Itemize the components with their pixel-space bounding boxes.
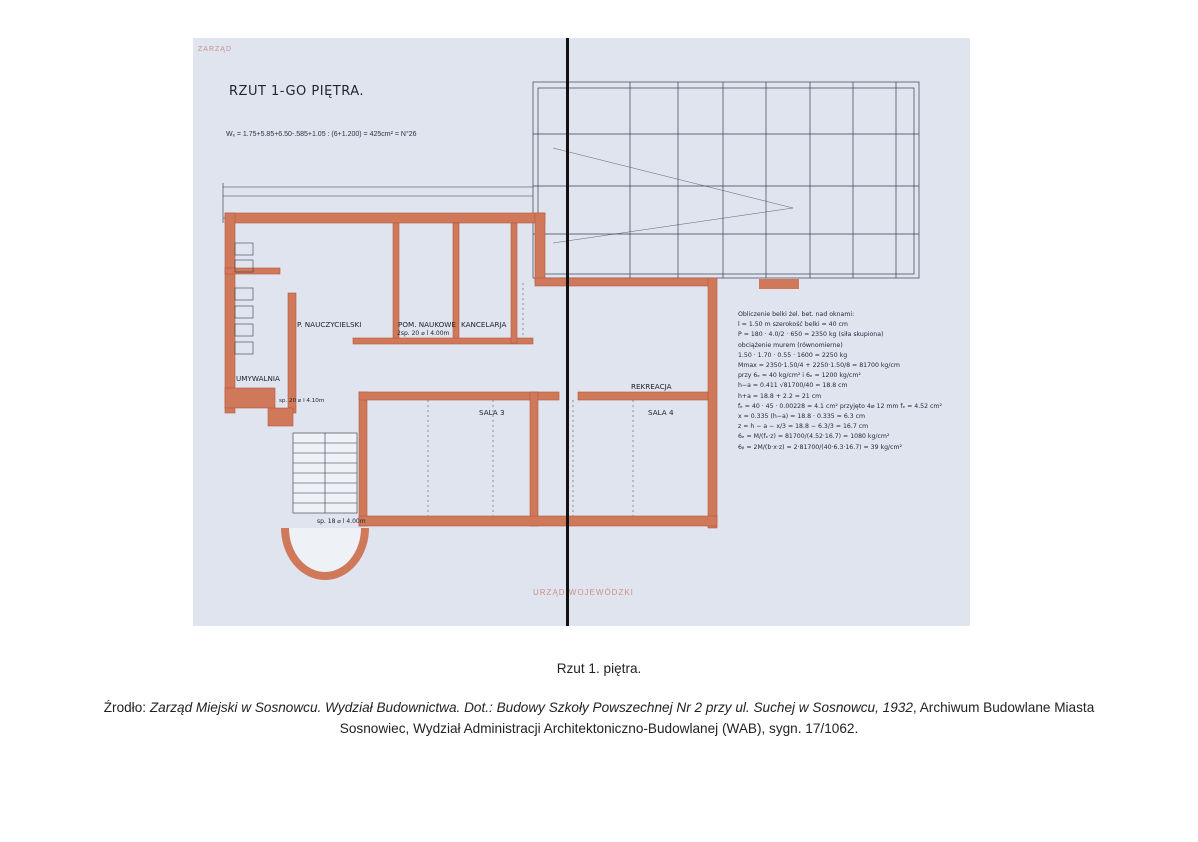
room-science-note: 2sp. 20 ⌀ l 4.00m — [397, 330, 450, 337]
stamp-top-left: ZARZĄD — [198, 46, 232, 53]
calc-line: fₑ = 40 · 45 · 0.00228 = 4.1 cm² przyjęto 4⌀ 12 mm fₑ = 4.52 cm² — [738, 402, 942, 410]
calc-line: l = 1.50 m szerokość belki = 40 cm — [738, 321, 848, 329]
calc-line: h+a = 18.8 + 2.2 = 21 cm — [738, 392, 822, 400]
room-teachers: P. NAUCZYCIELSKI — [297, 320, 362, 329]
room-hall-3: SALA 3 — [479, 408, 505, 417]
calc-line: przy 6ₑ = 40 kg/cm² i 6ₑ = 1200 kg/cm² — [738, 372, 861, 380]
fold-line — [566, 38, 569, 626]
stair-note-2: sp. 18 ⌀ l 4.00m — [317, 518, 366, 525]
window-piers — [759, 279, 799, 289]
stair-note-1: sp. 20 ⌀ l 4.10m — [279, 398, 325, 404]
calc-line: 6ᵦ = 2M/(b·x·z) = 2·81700/(40·6.3·16.7) = 39 kg/cm² — [738, 443, 903, 451]
room-recreation: REKREACJA — [631, 382, 672, 391]
calc-line: 1.50 · 1.70 · 0.55 · 1600 = 2250 kg — [738, 351, 848, 359]
figure-caption: Rzut 1. piętra. — [556, 661, 642, 676]
source-archive: , Archiwum Budowlane Miasta Sosnowiec, Wydział Administracji Architektoniczno-Budowlanej (WAB), sygn. 17/1062. — [339, 700, 1095, 736]
plan-title: RZUT 1-GO PIĘTRA. — [229, 84, 365, 99]
room-science: POM. NAUKOWE — [398, 320, 456, 329]
calc-line: x = 0.335 (h−a) = 18.8 · 0.335 = 6.3 cm — [738, 413, 866, 421]
staircase — [293, 433, 357, 513]
calc-line: P = 180 · 4.0/2 · 650 = 2350 kg (siła skupiona) — [738, 331, 884, 339]
room-hall-4: SALA 4 — [648, 408, 674, 417]
calc-line: obciążenie murem (równomierne) — [738, 341, 843, 349]
floor-plan-scan — [193, 38, 970, 626]
room-washroom: UMYWALNIA — [236, 374, 280, 383]
figure-source — [86, 697, 1112, 739]
section-modulus-formula: Wₓ = 1.75+5.85+6.50-.585+1.05 : (6+1.200) = 425cm² = N°26 — [226, 131, 417, 138]
calc-line: Obliczenie belki żel. bet. nad oknami: — [738, 311, 855, 318]
calc-line: h−a = 0.411 √81700/40 = 18.8 cm — [738, 382, 848, 390]
calc-line: z = h − a − x/3 = 18.8 − 6.3/3 = 16.7 cm — [738, 423, 869, 431]
beam-calculation — [738, 310, 968, 453]
calc-line: 6ₑ = M/(fₑ·z) = 81700/(4.52·16.7) = 1080 kg/cm² — [738, 433, 890, 441]
room-office: KANCELARJA — [461, 320, 507, 329]
source-title: Zarząd Miejski w Sosnowcu. Wydział Budownictwa. Dot.: Budowy Szkoły Powszechnej Nr 2 przy ul. Suchej w Sosnowcu, 1932 — [149, 700, 913, 715]
calc-line: Mmax = 2350·1.50/4 + 2250·1.50/8 = 81700 kg/cm — [738, 362, 900, 370]
source-prefix: Źrodło: — [103, 700, 150, 715]
stamp-bottom: URZĄD WOJEWÓDZKI — [533, 588, 634, 597]
